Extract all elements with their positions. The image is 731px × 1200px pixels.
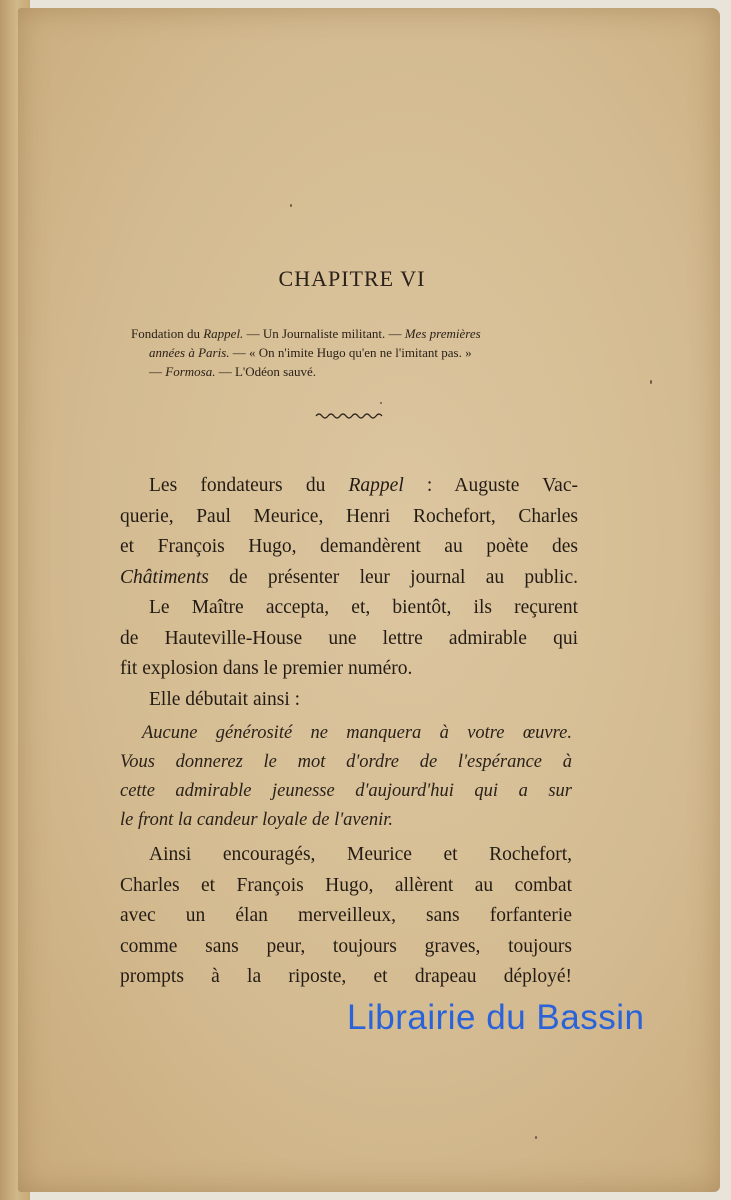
paragraph-2-line-1: Le Maître accepta, et, bientôt, ils reçurent [149, 597, 578, 618]
watermark-text: Librairie du Bassin [347, 998, 645, 1037]
body-paragraphs [120, 471, 578, 715]
paragraph-1-line-1: Les fondateurs du Rappel : Auguste Vac- [149, 475, 578, 496]
quote-line-4: le front la candeur loyale de l'avenir. [120, 810, 394, 830]
paragraph-1-line-3: et François Hugo, demandèrent au poète des [120, 536, 578, 557]
paper-speck [290, 204, 292, 207]
chapter-summary [131, 324, 579, 381]
quote-line-3: cette admirable jeunesse d'aujourd'hui qui a sur [120, 781, 572, 801]
closing-line-1: Ainsi encouragés, Meurice et Rochefort, [149, 844, 572, 865]
paper-speck [535, 1136, 537, 1139]
paper-speck [380, 402, 382, 404]
paragraph-1-line-4: Châtiments de présenter leur journal au public. [120, 566, 578, 588]
quoted-letter [120, 719, 572, 835]
closing-paragraph [120, 840, 572, 993]
wavy-line-ornament-icon [314, 411, 386, 421]
closing-line-2: Charles et François Hugo, allèrent au combat [120, 874, 572, 896]
closing-line-4: comme sans peur, toujours graves, toujours [120, 935, 572, 957]
paper-speck [650, 380, 652, 384]
paragraph-2-line-2: de Hauteville-House une lettre admirable qui [120, 627, 578, 649]
paragraph-2-line-3: fit explosion dans le premier numéro. [120, 658, 413, 679]
paragraph-1-line-2: querie, Paul Meurice, Henri Rochefort, Charles [120, 505, 578, 527]
closing-line-5: prompts à la riposte, et drapeau déployé! [120, 966, 572, 987]
summary-line-1: Fondation du Rappel. — Un Journaliste militant. — Mes premières [131, 326, 481, 341]
closing-line-3: avec un élan merveilleux, sans forfanterie [120, 905, 572, 926]
quote-line-1: Aucune générosité ne manquera à votre œuvre. [142, 723, 572, 743]
paragraph-3-line-1: Elle débutait ainsi : [149, 688, 301, 710]
quote-line-2: Vous donnerez le mot d'ordre de l'espérance à [120, 752, 572, 772]
summary-line-2: années à Paris. — « On n'imite Hugo qu'en ne l'imitant pas. » [149, 345, 472, 360]
chapter-title: CHAPITRE VI [278, 266, 426, 291]
summary-line-3: — Formosa. — L'Odéon sauvé. [149, 364, 316, 379]
